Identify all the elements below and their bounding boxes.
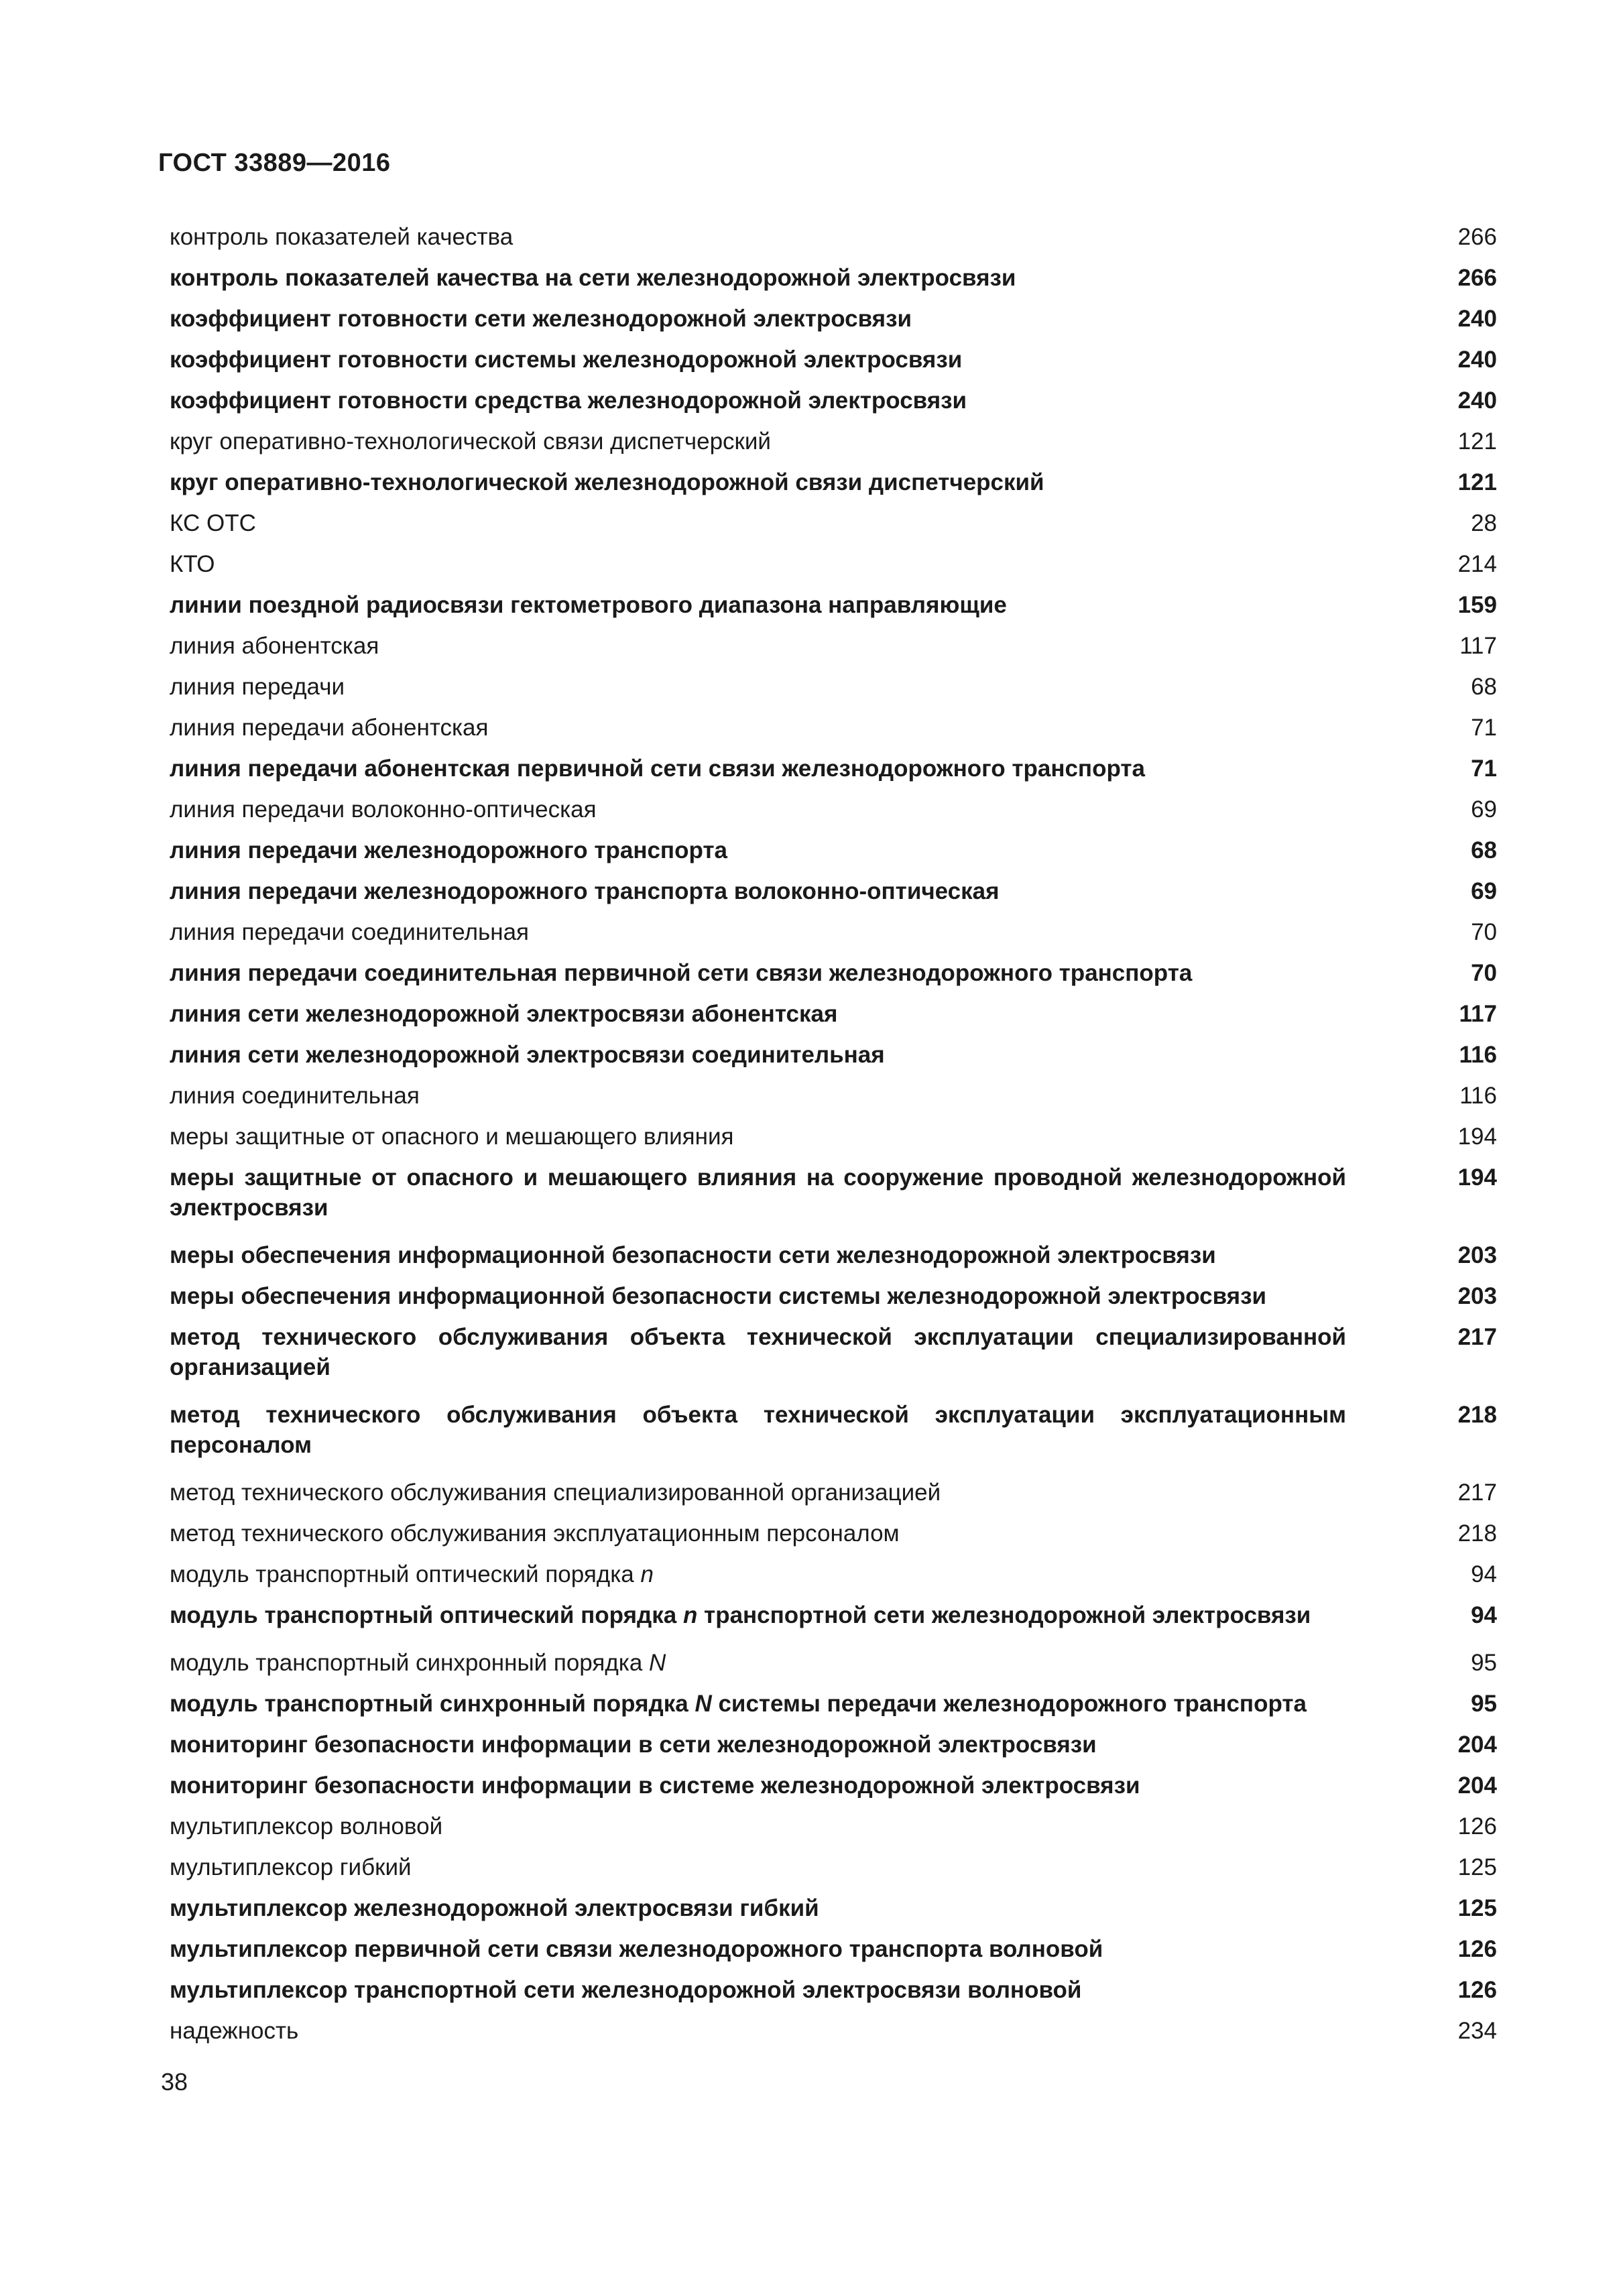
index-page-ref: 69 — [1471, 796, 1497, 823]
index-entry — [170, 999, 1497, 1029]
index-entry — [170, 753, 1497, 784]
index-term: линия передачи соединительная — [170, 919, 529, 945]
index-entry — [170, 1852, 1497, 1882]
index-page-ref: 214 — [1457, 551, 1497, 577]
index-entry — [170, 876, 1497, 906]
index-entry — [170, 1730, 1497, 1760]
index-entry — [170, 794, 1497, 825]
index-page-ref: 194 — [1457, 1164, 1497, 1191]
index-term-variable: n — [640, 1561, 654, 1587]
index-page-ref: 69 — [1471, 878, 1497, 904]
index-entry — [170, 1934, 1497, 1964]
index-term: меры защитные от опасного и мешающего влияния на сооружение проводной железнодорожной электросвязи — [170, 1164, 1346, 1221]
index-term-text: модуль транспортный оптический порядка — [170, 1561, 641, 1587]
index-page-ref: 126 — [1457, 1813, 1497, 1839]
index-entry — [170, 345, 1497, 375]
index-term: мультиплексор гибкий — [170, 1854, 412, 1880]
index-entry — [170, 1477, 1497, 1508]
index-term — [170, 1689, 1346, 1719]
index-entry — [170, 549, 1497, 579]
index-term — [170, 1648, 1346, 1678]
index-page-ref: 204 — [1457, 1772, 1497, 1799]
index-page-ref: 94 — [1471, 1561, 1497, 1587]
index-entry — [170, 1518, 1497, 1549]
index-page-ref: 95 — [1471, 1691, 1497, 1717]
index-page-ref: 94 — [1471, 1602, 1497, 1628]
index-entry — [170, 1689, 1497, 1719]
index-entry — [170, 1559, 1497, 1589]
index-term: линия сети железнодорожной электросвязи абонентская — [170, 1001, 838, 1027]
index-page-ref: 194 — [1457, 1124, 1497, 1150]
index-page-ref: 116 — [1459, 1042, 1497, 1068]
index-term — [170, 1600, 1346, 1630]
index-page-ref: 240 — [1457, 306, 1497, 332]
index-term: круг оперативно-технологической связи диспетчерский — [170, 428, 771, 455]
index-term: мониторинг безопасности информации в сети железнодорожной электросвязи — [170, 1732, 1097, 1758]
index-page-ref: 126 — [1457, 1977, 1497, 2003]
index-term: КС ОТС — [170, 510, 256, 536]
index-entry — [170, 304, 1497, 334]
index-entry — [170, 1600, 1497, 1630]
index-term: коэффициент готовности средства железнодорожной электросвязи — [170, 387, 967, 414]
index-entry — [170, 1648, 1497, 1678]
index-term: меры обеспечения информационной безопасности сети железнодорожной электросвязи — [170, 1242, 1216, 1268]
index-page-ref: 159 — [1457, 592, 1497, 618]
index-term-variable: N — [695, 1691, 712, 1717]
index-term: метод технического обслуживания объекта технической эксплуатации специализированной организацией — [170, 1324, 1346, 1380]
index-term: контроль показателей качества — [170, 224, 514, 250]
index-entry — [170, 1081, 1497, 1111]
index-entry — [170, 672, 1497, 702]
index-term: круг оперативно-технологической железнодорожной связи диспетчерский — [170, 469, 1044, 495]
index-entry — [170, 1893, 1497, 1923]
index-term: мониторинг безопасности информации в системе железнодорожной электросвязи — [170, 1772, 1140, 1799]
index-term: мультиплексор железнодорожной электросвязи гибкий — [170, 1895, 819, 1921]
index-term: линия передачи железнодорожного транспорта — [170, 837, 727, 863]
index-entry — [170, 631, 1497, 661]
index-page-ref: 71 — [1471, 756, 1497, 782]
index-term: надежность — [170, 2018, 299, 2044]
index-page-ref: 266 — [1457, 265, 1497, 291]
index-page-ref: 217 — [1457, 1324, 1497, 1350]
index-term: линия передачи железнодорожного транспорта волоконно-оптическая — [170, 878, 1000, 904]
index-page-ref: 240 — [1457, 387, 1497, 414]
index-page-ref: 204 — [1457, 1732, 1497, 1758]
index-entry — [170, 2016, 1497, 2046]
index-page-ref: 68 — [1471, 837, 1497, 863]
index-page-ref: 116 — [1459, 1083, 1497, 1109]
index-term: КТО — [170, 551, 215, 577]
index-entry — [170, 222, 1497, 252]
index-term: линии поездной радиосвязи гектометрового диапазона направляющие — [170, 592, 1007, 618]
index-page-ref: 203 — [1457, 1283, 1497, 1309]
index-page-ref: 125 — [1457, 1854, 1497, 1880]
index-term-text: транспортной сети железнодорожной электросвязи — [697, 1602, 1311, 1628]
index-page-ref: 217 — [1457, 1479, 1497, 1506]
index-page-ref: 95 — [1471, 1650, 1497, 1676]
index-term: мультиплексор волновой — [170, 1813, 443, 1839]
index-page-ref: 218 — [1457, 1402, 1497, 1428]
index-term: метод технического обслуживания эксплуатационным персоналом — [170, 1520, 900, 1547]
index-term — [170, 1559, 1346, 1589]
index-term: линия передачи абонентская — [170, 715, 489, 741]
index-term: линия соединительная — [170, 1083, 420, 1109]
index-page-ref: 70 — [1471, 919, 1497, 945]
index-term-text: модуль транспортный синхронный порядка — [170, 1691, 695, 1717]
index-term: линия передачи — [170, 674, 345, 700]
index-page-ref: 234 — [1457, 2018, 1497, 2044]
index-page-ref: 71 — [1471, 715, 1497, 741]
index-term: меры защитные от опасного и мешающего влияния — [170, 1124, 734, 1150]
index-entry — [170, 1400, 1497, 1460]
index-term: контроль показателей качества на сети железнодорожной электросвязи — [170, 265, 1016, 291]
index-entry — [170, 1811, 1497, 1841]
index-page-ref: 68 — [1471, 674, 1497, 700]
index-entry — [170, 713, 1497, 743]
index-entry — [170, 1122, 1497, 1152]
index-entry — [170, 1281, 1497, 1311]
index-term-text: системы передачи железнодорожного транспорта — [711, 1691, 1307, 1717]
index-entry — [170, 917, 1497, 947]
index-entry — [170, 590, 1497, 620]
index-page-ref: 125 — [1457, 1895, 1497, 1921]
index-term-text: модуль транспортный оптический порядка — [170, 1602, 683, 1628]
index-term: метод технического обслуживания специализированной организацией — [170, 1479, 941, 1506]
index-term: коэффициент готовности системы железнодорожной электросвязи — [170, 347, 963, 373]
index-entry — [170, 1040, 1497, 1070]
index-page-ref: 117 — [1459, 633, 1497, 659]
index-page-ref: 117 — [1459, 1001, 1497, 1027]
index-term: линия передачи соединительная первичной сети связи железнодорожного транспорта — [170, 960, 1193, 986]
index-entry — [170, 1322, 1497, 1382]
index-page-ref: 126 — [1457, 1936, 1497, 1962]
index-page-ref: 218 — [1457, 1520, 1497, 1547]
index-page-ref: 28 — [1471, 510, 1497, 536]
index-page-ref: 121 — [1457, 428, 1497, 455]
index-entry — [170, 263, 1497, 293]
page-number: 38 — [161, 2068, 188, 2096]
index-term-variable: N — [649, 1650, 666, 1676]
index-page-ref: 70 — [1471, 960, 1497, 986]
index-term: линия сети железнодорожной электросвязи соединительная — [170, 1042, 885, 1068]
index-term-text: модуль транспортный синхронный порядка — [170, 1650, 650, 1676]
index-entry — [170, 467, 1497, 497]
index-term: меры обеспечения информационной безопасности системы железнодорожной электросвязи — [170, 1283, 1267, 1309]
index-entry — [170, 1770, 1497, 1801]
document-header: ГОСТ 33889—2016 — [158, 149, 391, 177]
index-term: мультиплексор транспортной сети железнодорожной электросвязи волновой — [170, 1977, 1082, 2003]
index-entry — [170, 958, 1497, 988]
index-entry — [170, 835, 1497, 865]
index-term: мультиплексор первичной сети связи железнодорожного транспорта волновой — [170, 1936, 1103, 1962]
index-page-ref: 240 — [1457, 347, 1497, 373]
index-entry — [170, 1162, 1497, 1223]
index-page-ref: 203 — [1457, 1242, 1497, 1268]
index-term: линия абонентская — [170, 633, 379, 659]
index-entry — [170, 385, 1497, 416]
index-term: коэффициент готовности сети железнодорожной электросвязи — [170, 306, 912, 332]
index-page-ref: 266 — [1457, 224, 1497, 250]
index-entry — [170, 1975, 1497, 2005]
index-entry — [170, 508, 1497, 538]
index-term: метод технического обслуживания объекта технической эксплуатации эксплуатационным персоналом — [170, 1402, 1346, 1458]
index-term: линия передачи абонентская первичной сети связи железнодорожного транспорта — [170, 756, 1145, 782]
index-page-ref: 121 — [1457, 469, 1497, 495]
index-list — [170, 222, 1497, 2057]
index-entry — [170, 1240, 1497, 1270]
index-entry — [170, 426, 1497, 457]
index-term: линия передачи волоконно-оптическая — [170, 796, 597, 823]
index-term-variable: n — [682, 1602, 698, 1628]
